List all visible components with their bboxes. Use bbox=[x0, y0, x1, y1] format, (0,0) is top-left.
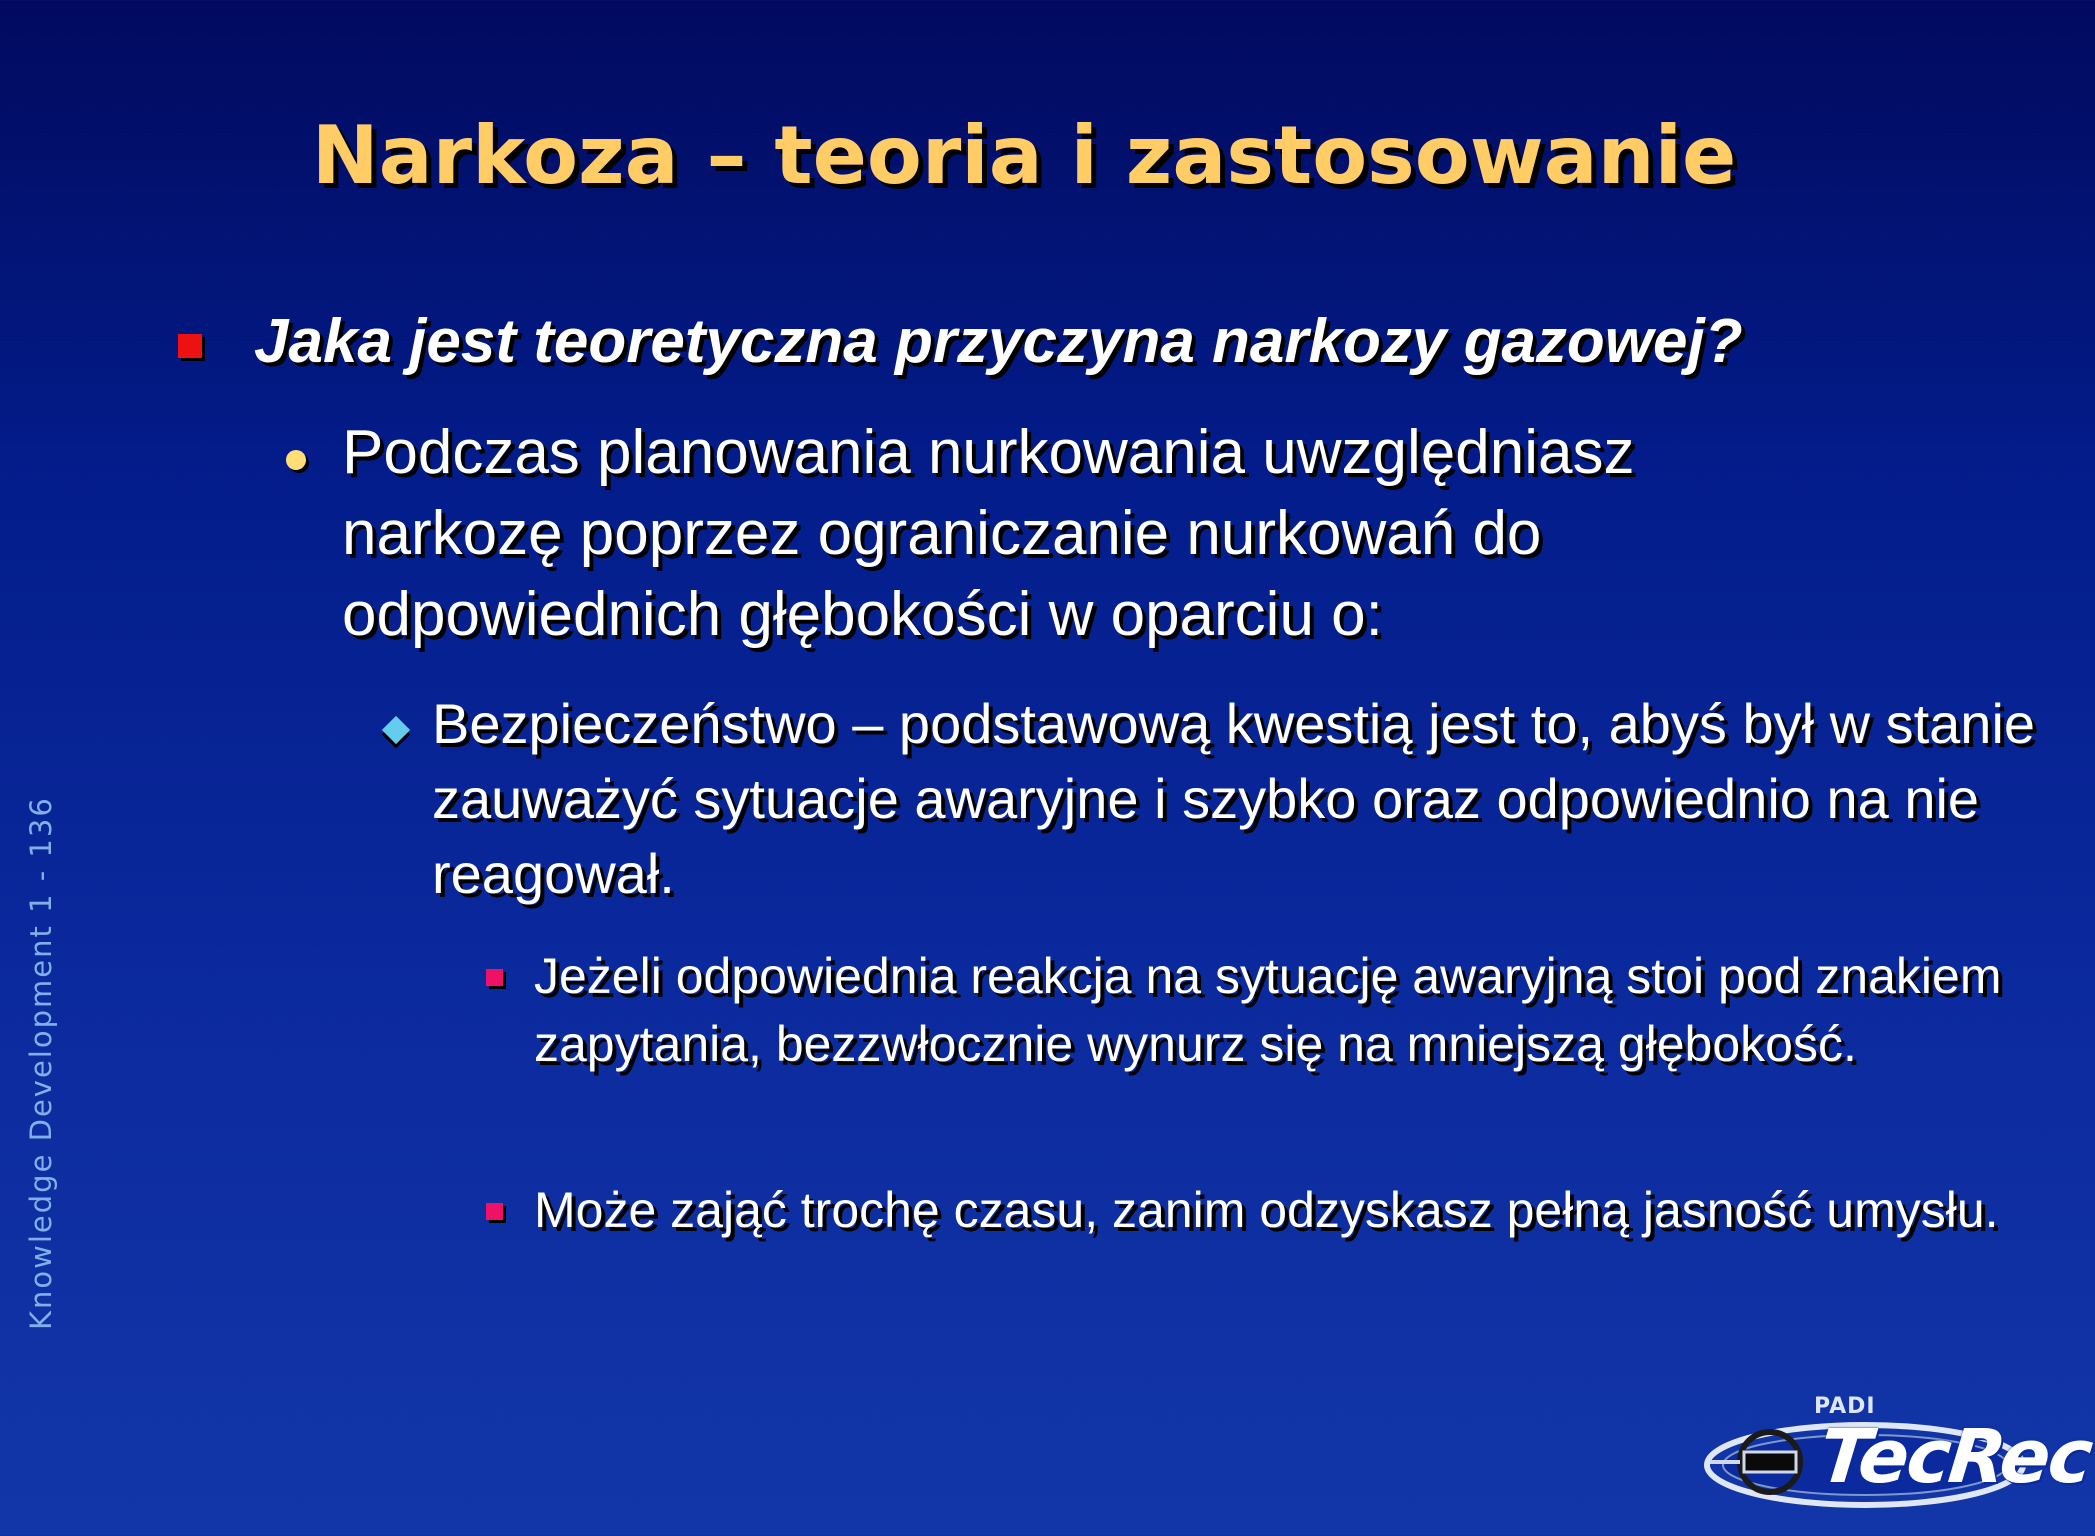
detail-item bbox=[484, 1176, 2044, 1244]
logo-padi-text: PADI bbox=[1814, 1394, 1876, 1419]
slide-title: Narkoza – teoria i zastosowanie bbox=[311, 109, 1737, 202]
diamond-bullet-icon bbox=[382, 716, 410, 744]
main-point-text: Podczas planowania nurkowania uwzględniasz narkozę poprzez ograniczanie nurkowań do odpowiednich głębokości w oparciu o: bbox=[342, 418, 1635, 649]
sub-point-text: Bezpieczeństwo – podstawową kwestią jest to, abyś był w stanie zauważyć sytuacje awaryjne i szybko oraz odpowiednio na nie reagował. bbox=[432, 692, 2036, 905]
logo-tecrec-text: TecRec bbox=[1815, 1414, 2095, 1500]
detail-item bbox=[484, 942, 2044, 1078]
round-bullet-icon bbox=[286, 450, 306, 470]
red-square-bullet-icon bbox=[178, 334, 202, 358]
pink-square-bullet-icon bbox=[486, 1203, 503, 1220]
slide-number-label: Knowledge Development 1 - 136 bbox=[24, 796, 58, 1330]
question-text: Jaka jest teoretyczna przyczyna narkozy gazowej? bbox=[254, 307, 1743, 376]
main-point bbox=[280, 412, 1780, 655]
pink-square-bullet-icon bbox=[486, 969, 503, 986]
detail-item-text: Jeżeli odpowiednia reakcja na sytuację awaryjną stoi pod znakiem zapytania, bezzwłocznie wynurz się na mniejszą głębokość. bbox=[534, 948, 2002, 1072]
detail-item-text: Może zająć trochę czasu, zanim odzyskasz pełną jasność umysłu. bbox=[534, 1182, 1999, 1238]
sub-point bbox=[380, 686, 2040, 911]
